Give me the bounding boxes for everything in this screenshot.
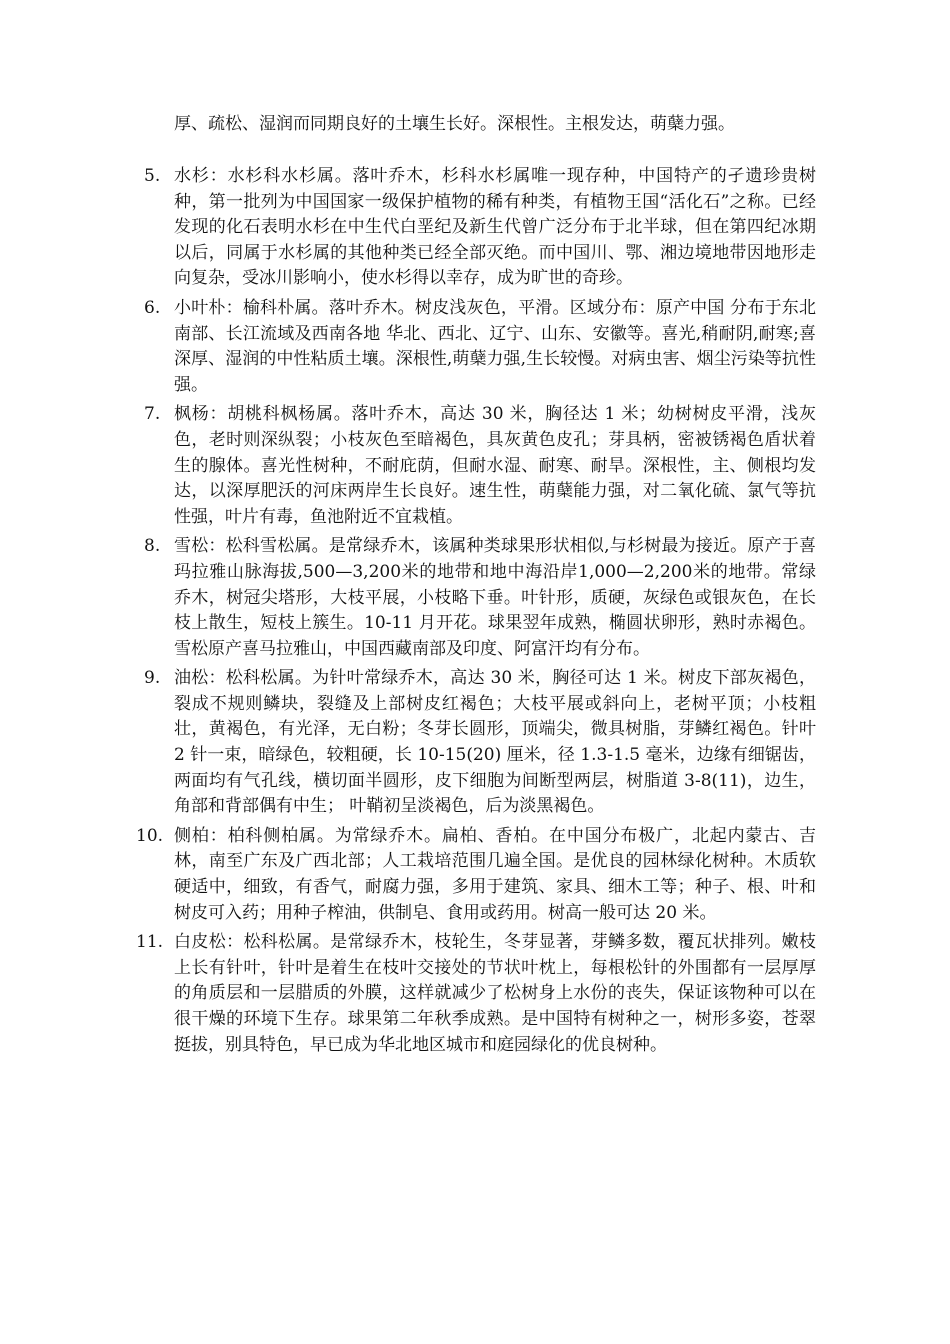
list-item bbox=[0, 666, 816, 820]
list-item-text: 枫杨：胡桃科枫杨属。落叶乔木，高达 30 米，胸径达 1 米；幼树树皮平滑，浅灰色，老时则深纵裂；小枝灰色至暗褐色，具灰黄色皮孔；芽具柄，密被锈褐色盾状着生的腺体。喜光性树种，不耐庇荫，但耐水湿、耐寒、耐旱。深根性，主、侧根均发达，以深厚肥沃的河床两岸生长良好。速生性，萌蘖能力强，对二氧化硫、氯气等抗性强，叶片有毒，鱼池附近不宜栽植。 bbox=[174, 404, 816, 527]
list-item-text: 雪松：松科雪松属。是常绿乔木，该属种类球果形状相似,与杉树最为接近。原产于喜玛拉雅山脉海拔,500—3,200米的地带和地中海沿岸1,000—2,200米的地带。常绿乔木，树冠尖塔形，大枝平展，小枝略下垂。叶针形，质硬，灰绿色或银灰色，在长枝上散生，短枝上簇生。10-11 月开花。球果翌年成熟，椭圆状卵形，熟时赤褐色。雪松原产喜马拉雅山，中国西藏南部及印度、阿富汗均有分布。 bbox=[174, 536, 816, 659]
list-item-text: 白皮松：松科松属。是常绿乔木，枝轮生，冬芽显著，芽鳞多数，覆瓦状排列。嫩枝上长有针叶，针叶是着生在枝叶交接处的节状叶枕上，每根松针的外围都有一层厚厚的角质层和一层腊质的外膜，这样就减少了松树身上水份的丧失，保证该物种可以在很干燥的环境下生存。球果第二年秋季成熟。是中国特有树种之一，树形多姿，苍翠挺拔，别具特色，早已成为华北地区城市和庭园绿化的优良树种。 bbox=[174, 932, 816, 1055]
list-item bbox=[0, 402, 816, 530]
list-item-number: 8. bbox=[144, 536, 161, 557]
list-item-number: 5. bbox=[144, 166, 161, 186]
list-item-text: 油松：松科松属。为针叶常绿乔木，高达 30 米，胸径可达 1 米。树皮下部灰褐色，裂成不规则鳞块，裂缝及上部树皮红褐色；大枝平展或斜向上，老树平顶；小枝粗壮，黄褐色，有光泽，无白粉；冬芽长圆形，顶端尖，微具树脂，芽鳞红褐色。针叶 2 针一束，暗绿色，较粗硬，长 10-15(20) 厘米，径 1.3-1.5 毫米，边缘有细锯齿，两面均有气孔线，横切面半圆形，皮下细胞为间断型两层，树脂道 3-8(11)，边生，角部和背部偶有中生； 叶鞘初呈淡褐色，后为淡黑褐色。 bbox=[174, 668, 816, 817]
list-item-text: 侧柏：柏科侧柏属。为常绿乔木。扁柏、香柏。在中国分布极广，北起内蒙古、吉林，南至广东及广西北部；人工栽培范围几遍全国。是优良的园林绿化树种。木质软硬适中，细致，有香气，耐腐力强，多用于建筑、家具、细木工等；种子、根、叶和树皮可入药；用种子榨油，供制皂、食用或药用。树高一般可达 20 米。 bbox=[174, 825, 816, 923]
list-item bbox=[0, 164, 816, 292]
list-item-number: 6. bbox=[144, 297, 161, 318]
list-item bbox=[0, 824, 816, 926]
tree-species-list bbox=[0, 164, 950, 1062]
list-item bbox=[0, 930, 816, 1058]
list-item-number: 10. bbox=[136, 825, 164, 846]
list-item-number: 9. bbox=[144, 668, 161, 689]
continuation-paragraph: 厚、疏松、湿润而同期良好的土壤生长好。深根性。主根发达，萌蘖力强。 bbox=[174, 114, 735, 134]
list-item bbox=[0, 296, 816, 398]
list-item bbox=[0, 534, 816, 662]
list-item-text: 小叶朴：榆科朴属。落叶乔木。树皮浅灰色，平滑。区域分布：原产中国 分布于东北南部、长江流域及西南各地 华北、西北、辽宁、山东、安徽等。喜光,稍耐阴,耐寒;喜深厚、湿润的中性粘质土壤。深根性,萌蘖力强,生长较慢。对病虫害、烟尘污染等抗性强。 bbox=[174, 297, 816, 395]
list-item-text: 水杉：水杉科水杉属。落叶乔木，杉科水杉属唯一现存种，中国特产的孑遗珍贵树种，第一批列为中国国家一级保护植物的稀有种类，有植物王国“活化石”之称。已经发现的化石表明水杉在中生代白垩纪及新生代曾广泛分布于北半球，但在第四纪冰期以后，同属于水杉属的其他种类已经全部灭绝。而中国川、鄂、湘边境地带因地形走向复杂，受冰川影响小，使水杉得以幸存，成为旷世的奇珍。 bbox=[174, 166, 816, 289]
list-item-number: 11. bbox=[136, 932, 164, 953]
list-item-number: 7. bbox=[144, 404, 161, 425]
